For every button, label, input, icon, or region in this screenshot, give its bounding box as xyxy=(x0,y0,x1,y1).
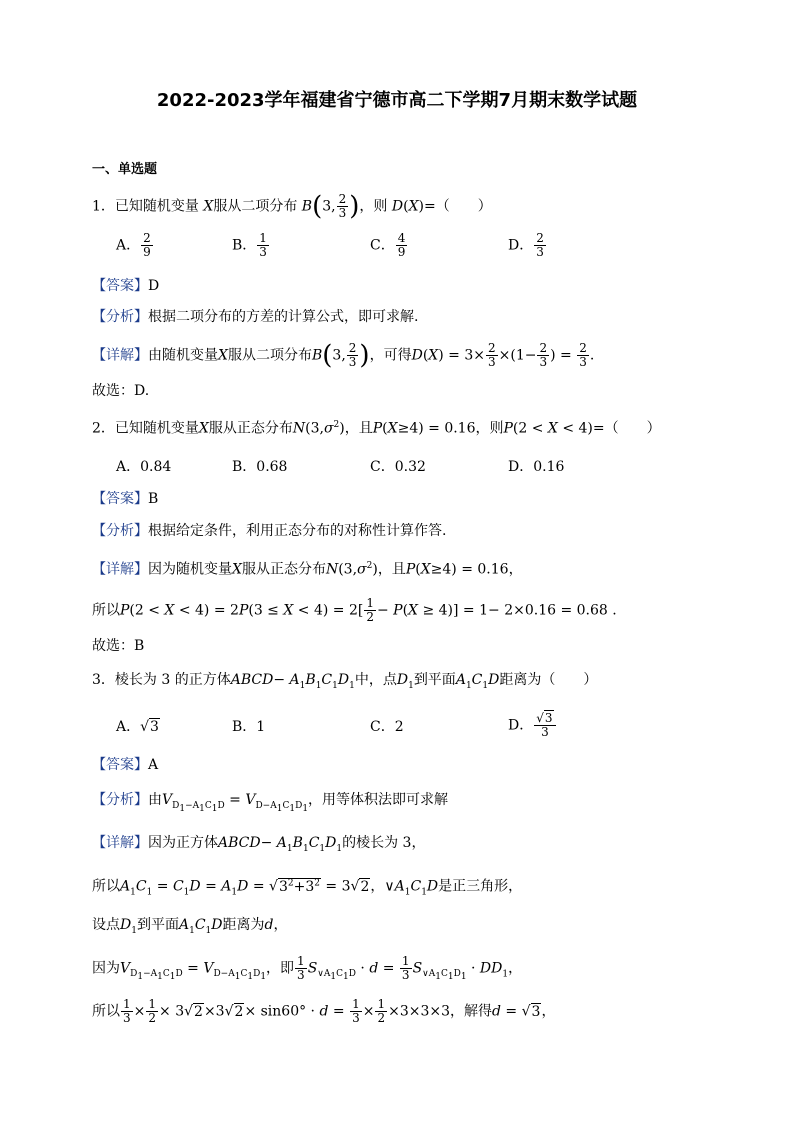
q1-option-c[interactable]: C． $\frac{4}{9}$ xyxy=(370,231,406,259)
q3-step-1: 所以$A_1C_1 = C_1D = A_1D = √3^2+3^2 = 3√2$，$\vee A_1C_1D$是正三角形， xyxy=(92,878,523,898)
q2-option-b[interactable]: B．0.68 xyxy=(232,459,288,475)
section-heading: 一、单选题 xyxy=(92,162,158,177)
q3-answer: 【答案】A xyxy=(92,757,159,773)
q3-option-d[interactable]: D． $\frac{√3}{3}$ xyxy=(508,712,557,739)
q2-conclusion: 故选：B xyxy=(92,638,145,654)
q1-option-d[interactable]: D． $\frac{2}{3}$ xyxy=(508,231,544,259)
q1-option-a[interactable]: A． $\frac{2}{9}$ xyxy=(116,231,151,259)
q1-conclusion: 故选：D. xyxy=(92,383,150,399)
q2-analysis: 【分析】根据给定条件，利用正态分布的对称性计算作答. xyxy=(92,523,447,539)
q3-option-c[interactable]: C．2 xyxy=(370,719,404,735)
q2-answer: 【答案】B xyxy=(92,491,159,507)
q1-detail: 【详解】由随机变量X服从二项分布B(3, $\frac{2}{3}$ )，可得D(X) = 3× $\frac{2}{3}$ ×(1− $\frac{2}{3}$ ) = $\frac{2}{3}$ . xyxy=(92,340,595,371)
q2-step: 所以P(2 < X < 4) = 2P(3 ≤ X < 4) = 2[ $\frac{1}{2}$ − P(X ≥ 4)] = 1− 2×0.16 = 0.68 . xyxy=(92,596,617,624)
q2-option-d[interactable]: D．0.16 xyxy=(508,459,565,475)
q2-option-c[interactable]: C．0.32 xyxy=(370,459,426,475)
question-2-stem: 2．已知随机变量X服从正态分布$N(3,\sigma^2)$，且P(X≥4) = 0.16，则P(2 < X < 4)=（ ） xyxy=(92,420,661,437)
q3-analysis: 【分析】由$V_{D_1-A_1C_1D} = V_{D-A_1C_1D_1}$，用等体积法即可求解 xyxy=(92,792,449,814)
q1-option-b[interactable]: B． $\frac{1}{3}$ xyxy=(232,231,267,259)
question-1-stem: 1．已知随机变量 X服从二项分布 B(3, $\frac{2}{3}$ )，则 D(X)=（ ） xyxy=(92,191,492,222)
question-3-stem: 3．棱长为 3 的正方体ABCD− $A_1B_1C_1D_1$中，点$D_1$到平面$A_1C_1D$距离为（ ） xyxy=(92,672,598,691)
q3-step-2: 设点$D_1$到平面$A_1C_1D$距离为d， xyxy=(92,917,288,936)
q3-option-a[interactable]: A．√3 xyxy=(116,719,159,735)
q1-answer: 【答案】D xyxy=(92,278,160,294)
q3-option-b[interactable]: B．1 xyxy=(232,719,266,735)
q3-step-3: 因为$V_{D_1-A_1C_1D} = V_{D-A_1C_1D_1}$，即 $\frac{1}{3}$ $S_{\vee A_1C_1D} \cdot d$ = $\frac{1}{3}$ $S_{\vee A_1C_1D_1} \cdot DD_1$， xyxy=(92,954,523,983)
q2-detail: 【详解】因为随机变量X服从正态分布$N(3,\sigma^2)$，且P(X≥4) = 0.16， xyxy=(92,561,523,578)
q3-step-4: 所以 $\frac{1}{3}$ × $\frac{1}{2}$ × 3√2×3√2× sin60° · d = $\frac{1}{3}$ × $\frac{1}{2}$ ×3×3×3，解得d = √3， xyxy=(92,997,556,1025)
q3-detail: 【详解】因为正方体ABCD− $A_1B_1C_1D_1$的棱长为 3， xyxy=(92,835,426,854)
q1-analysis: 【分析】根据二项分布的方差的计算公式，即可求解. xyxy=(92,309,419,325)
q2-option-a[interactable]: A．0.84 xyxy=(116,459,172,475)
document-title: 2022-2023学年福建省宁德市高二下学期7月期末数学试题 xyxy=(156,90,638,111)
